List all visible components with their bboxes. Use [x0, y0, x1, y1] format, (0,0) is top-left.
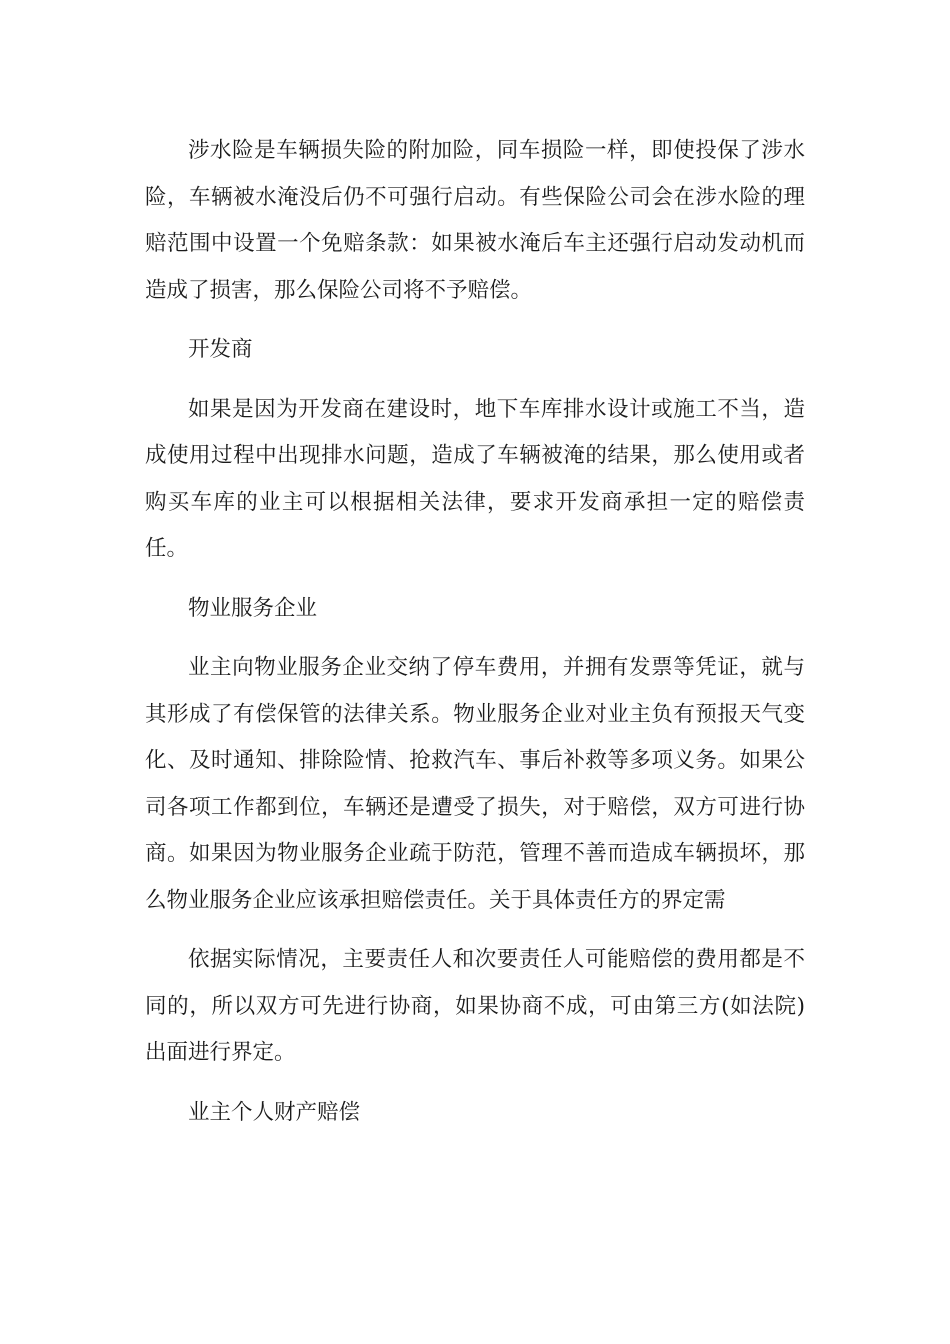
heading-property-service: 物业服务企业 [188, 595, 318, 621]
heading-owner-property: 业主个人财产赔偿 [188, 1099, 361, 1125]
paragraph-property-service: 业主向物业服务企业交纳了停车费用，并拥有发票等凭证，就与其形成了有偿保管的法律关系。物业服务企业对业主负有预报天气变化、及时通知、排除险情、抢救汽车、事后补救等多项义务。如果公司各项工作都到位，车辆还是遭受了损失，对于赔偿，双方可进行协商。如果因为物业服务企业疏于防范，管理不善而造成车辆损坏，那么物业服务企业应该承担赔偿责任。关于具体责任方的界定需 [145, 655, 805, 913]
paragraph-responsibility: 依据实际情况，主要责任人和次要责任人可能赔偿的费用都是不同的，所以双方可先进行协商，如果协商不成，可由第三方(如法院)出面进行界定。 [145, 947, 805, 1065]
paragraph-developer: 如果是因为开发商在建设时，地下车库排水设计或施工不当，造成使用过程中出现排水问题，造成了车辆被淹的结果，那么使用或者购买车库的业主可以根据相关法律，要求开发商承担一定的赔偿责任。 [145, 396, 805, 561]
document-body [145, 128, 805, 1149]
paragraph-wading-insurance: 涉水险是车辆损失险的附加险，同车损险一样，即使投保了涉水险，车辆被水淹没后仍不可强行启动。有些保险公司会在涉水险的理赔范围中设置一个免赔条款：如果被水淹后车主还强行启动发动机而造成了损害，那么保险公司将不予赔偿。 [145, 138, 805, 303]
heading-developer: 开发商 [188, 337, 253, 362]
